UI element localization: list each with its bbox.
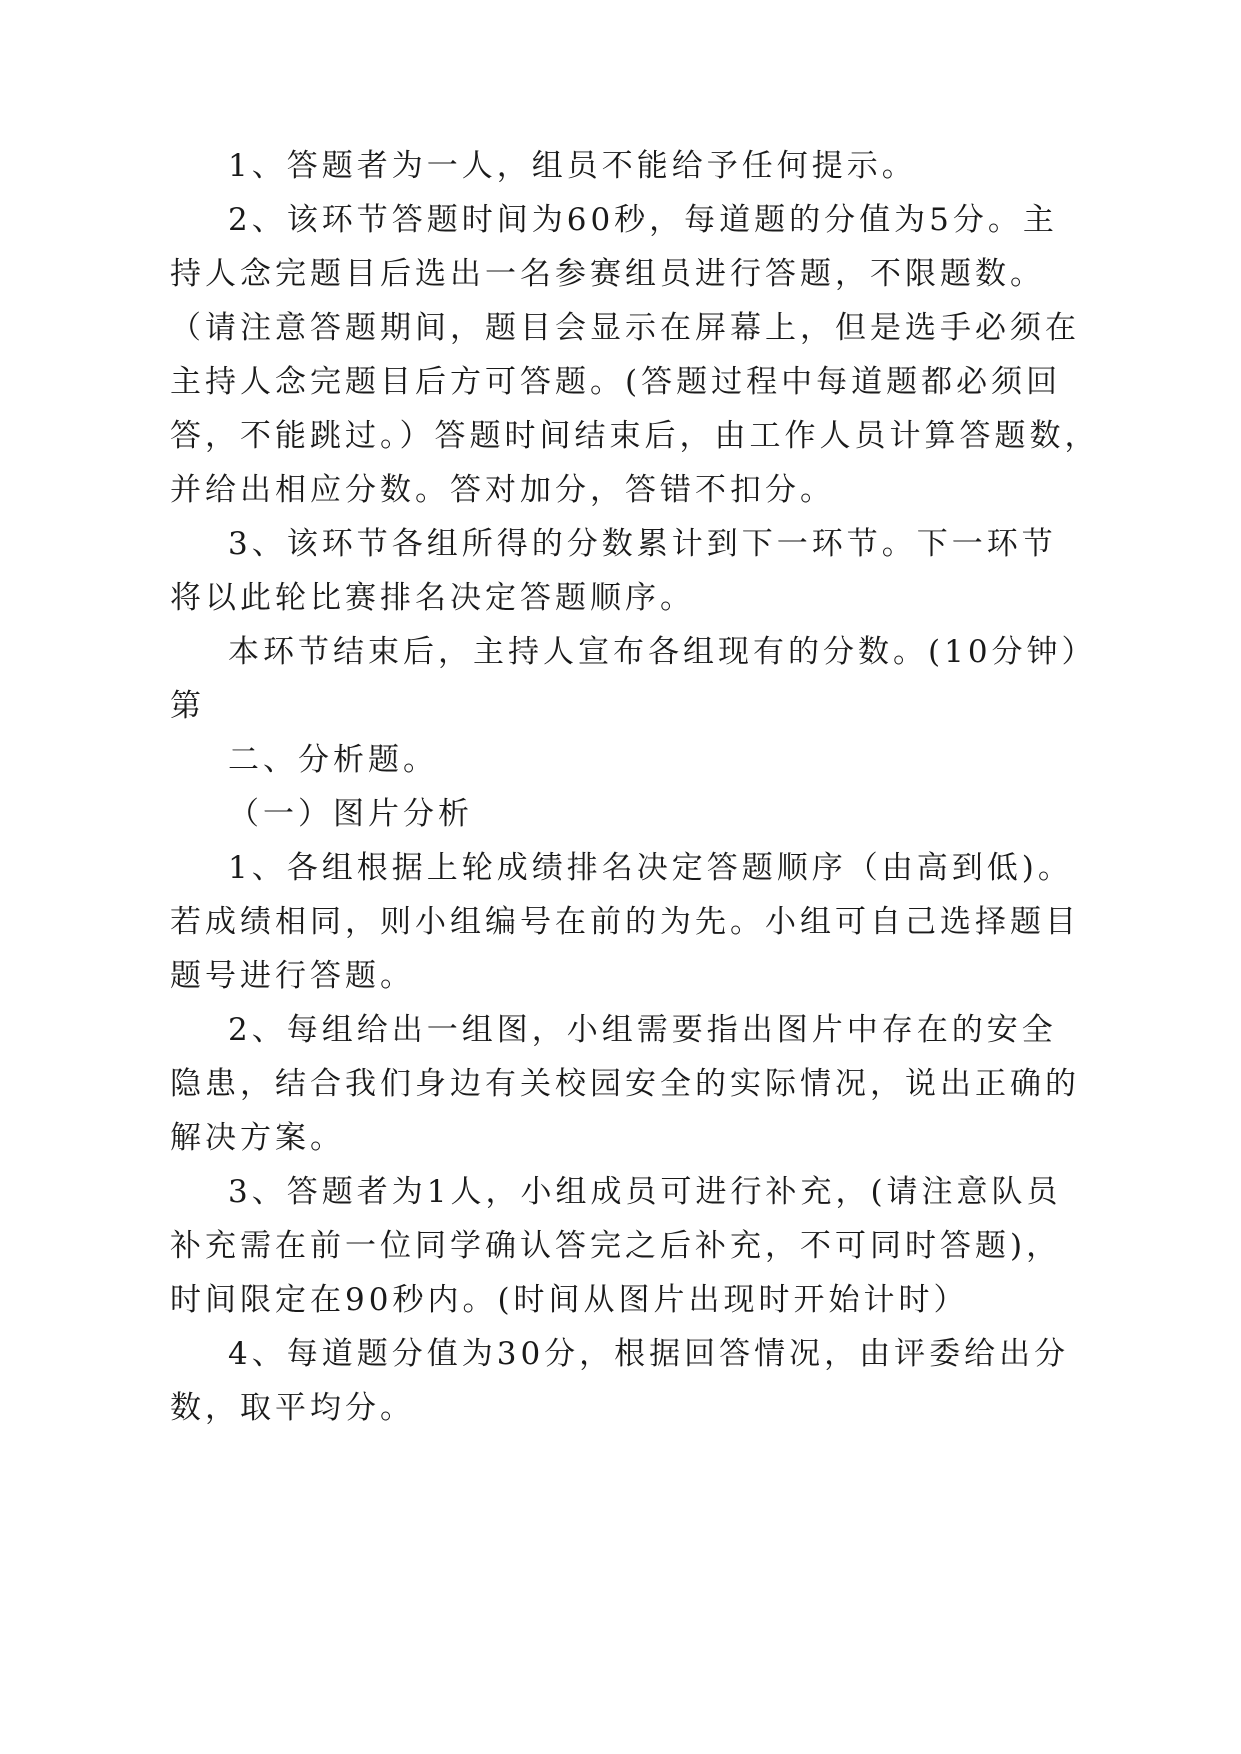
text-line: 本环节结束后，主持人宣布各组现有的分数。(10分钟） xyxy=(228,634,1097,670)
text-line: 将以此轮比赛排名决定答题顺序。 xyxy=(170,580,695,616)
text-line: 1、各组根据上轮成绩排名决定答题顺序（由高到低)。 xyxy=(228,850,1073,886)
text-line: 隐患，结合我们身边有关校园安全的实际情况，说出正确的 xyxy=(170,1066,1080,1102)
section-heading: 二、分析题。 xyxy=(228,742,438,778)
text-line: 补充需在前一位同学确认答完之后补充，不可同时答题)， xyxy=(170,1228,1062,1264)
text-line: 持人念完题目后选出一名参赛组员进行答题，不限题数。 xyxy=(170,256,1045,292)
text-line: 数，取平均分。 xyxy=(170,1390,415,1426)
text-line: 答，不能跳过。）答题时间结束后，由工作人员计算答题数， xyxy=(170,418,1100,454)
text-line: 2、该环节答题时间为60秒，每道题的分值为5分。主 xyxy=(228,202,1058,238)
text-line: 2、每组给出一组图，小组需要指出图片中存在的安全 xyxy=(228,1012,1057,1048)
text-line: 题号进行答题。 xyxy=(170,958,415,994)
text-line: 解决方案。 xyxy=(170,1120,345,1156)
text-line: 时间限定在90秒内。(时间从图片出现时开始计时） xyxy=(170,1282,969,1318)
text-line: 若成绩相同，则小组编号在前的为先。小组可自己选择题目 xyxy=(170,904,1080,940)
text-line: 第 xyxy=(170,688,205,724)
text-line: 4、每道题分值为30分，根据回答情况，由评委给出分 xyxy=(228,1336,1070,1372)
text-line: 主持人念完题目后方可答题。(答题过程中每道题都必须回 xyxy=(170,364,1062,400)
text-line: 1、答题者为一人，组员不能给予任何提示。 xyxy=(228,148,917,184)
text-line: 3、该环节各组所得的分数累计到下一环节。下一环节 xyxy=(228,526,1057,562)
text-line: 并给出相应分数。答对加分，答错不扣分。 xyxy=(170,472,835,508)
text-line: （请注意答题期间，题目会显示在屏幕上，但是选手必须在 xyxy=(170,310,1080,346)
subsection-heading: （一）图片分析 xyxy=(228,796,473,832)
text-line: 3、答题者为1人，小组成员可进行补充，(请注意队员 xyxy=(228,1174,1062,1210)
